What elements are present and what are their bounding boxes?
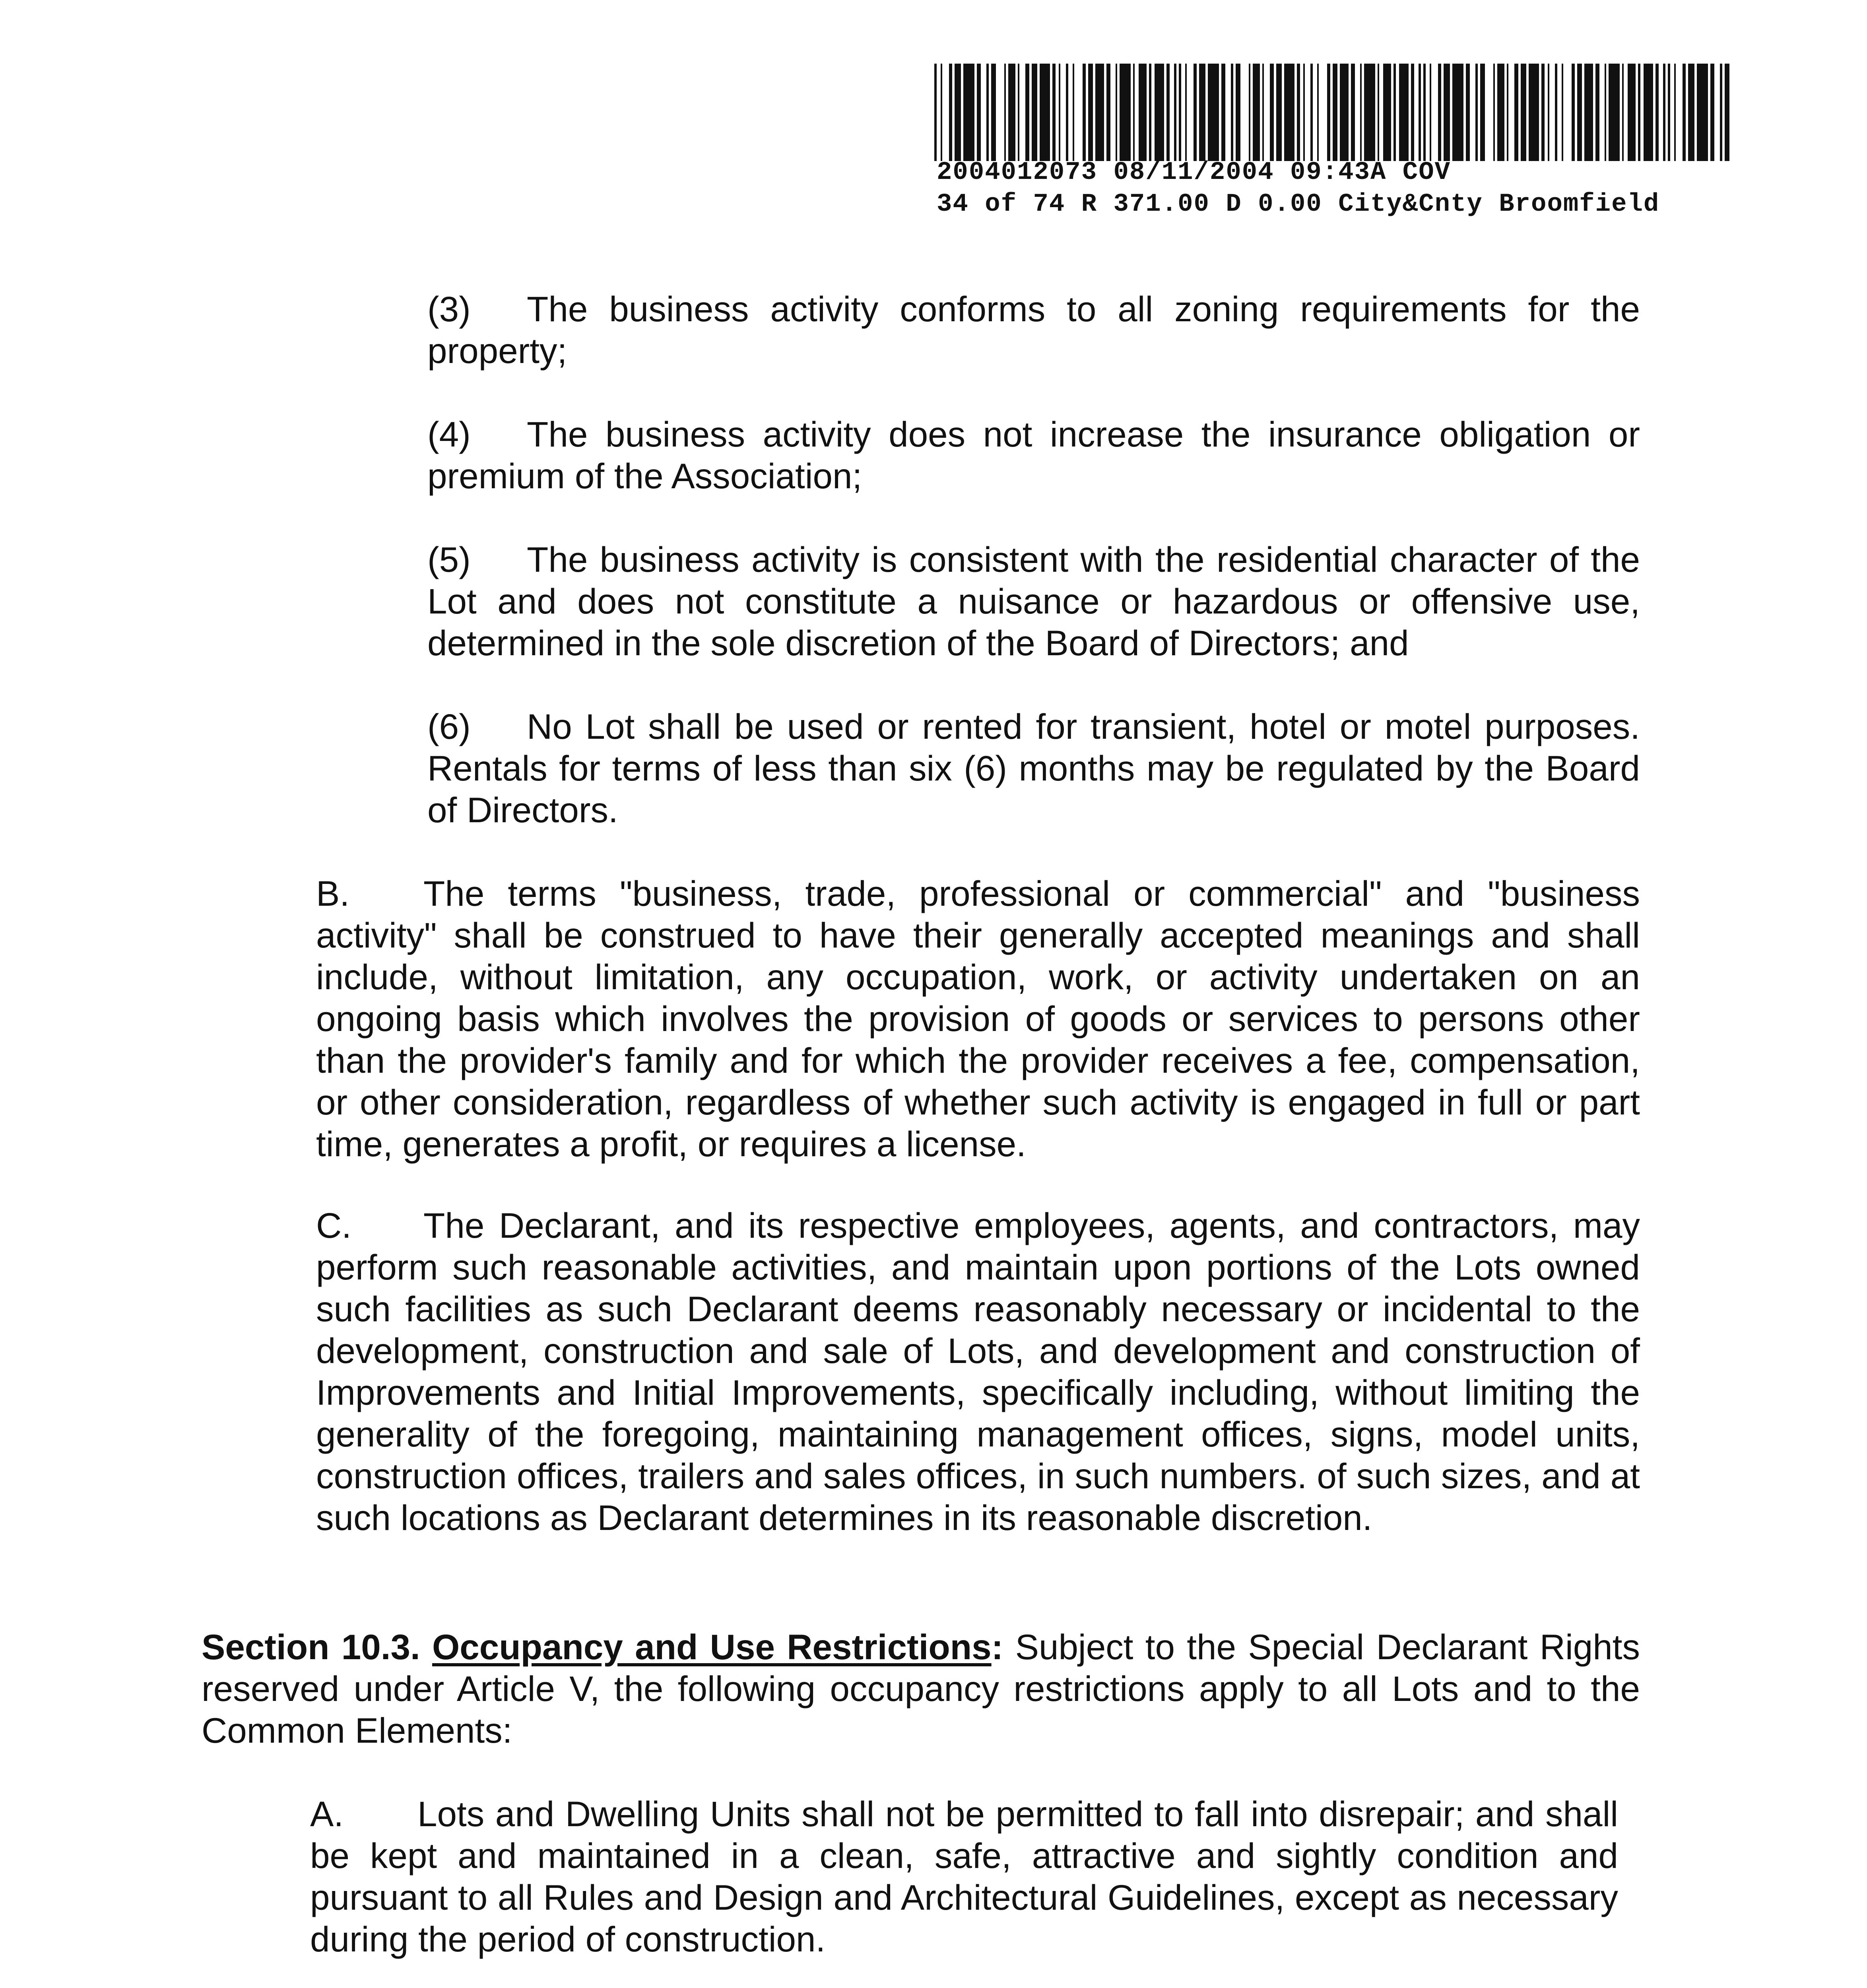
subparagraph-5 xyxy=(427,539,1640,664)
paragraph-text: The terms "business, trade, professional or commercial" and "business activity" shall be construed to have their generally accepted meanings and shall include, without limitation, any occupation, work, or activity undertaken on an ongoing basis which involves the provision of goods or services to persons other than the provider's family and for which the provider receives a fee, compensation, or other consideration, regardless of whether such activity is engaged in full or part time, generates a profit, or requires a license. xyxy=(316,874,1640,1164)
subparagraph-4 xyxy=(427,414,1640,497)
item-text: Lots and Dwelling Units shall not be permitted to fall into disrepair; and shall be kept and maintained in a clean, safe, attractive and sightly condition and pursuant to all Rules and Design and Architectural Guidelines, except as necessary during the period of construction. xyxy=(310,1794,1618,1959)
paragraph-letter: B. xyxy=(316,874,350,913)
recording-barcode xyxy=(934,64,1737,161)
subparagraph-text: The business activity does not increase the insurance obligation or premium of the Association; xyxy=(427,414,1640,496)
paragraph-letter: C. xyxy=(316,1206,351,1245)
section-title-colon: : xyxy=(991,1627,1003,1667)
subparagraph-number: (6) xyxy=(427,707,471,746)
section-10-3-intro xyxy=(202,1626,1640,1751)
section-number: Section 10.3. xyxy=(202,1627,420,1667)
subparagraph-3 xyxy=(427,288,1640,372)
paragraph-c xyxy=(316,1205,1640,1539)
recording-stamp-line-2: 34 of 74 R 371.00 D 0.00 City&Cnty Broomfield xyxy=(937,190,1660,219)
section-title: Occupancy and Use Restrictions xyxy=(432,1627,992,1667)
paragraph-text: The Declarant, and its respective employees, agents, and contractors, may perform such reasonable activities, and maintain upon portions of the Lots owned such facilities as such Declarant deems reasonably necessary or incidental to the development, construction and sale of Lots, and development and construction of Improvements and Initial Improvements, specifically including, without limiting the generality of the foregoing, maintaining management offices, signs, model units, construction offices, trailers and sales offices, in such numbers. of such sizes, and at such locations as Declarant determines in its reasonable discretion. xyxy=(316,1206,1640,1538)
subparagraph-number: (5) xyxy=(427,540,471,579)
subparagraph-6 xyxy=(427,706,1640,831)
subparagraph-text: No Lot shall be used or rented for transient, hotel or motel purposes. Rentals for terms of less than six (6) months may be regulated by the Board of Directors. xyxy=(427,707,1640,830)
subparagraph-number: (4) xyxy=(427,414,471,454)
recording-stamp-line-1: 2004012073 08/11/2004 09:43A COV xyxy=(937,158,1451,187)
subparagraph-number: (3) xyxy=(427,289,471,329)
subparagraph-text: The business activity conforms to all zoning requirements for the property; xyxy=(427,289,1640,371)
item-letter: A. xyxy=(310,1794,344,1834)
subparagraph-text: The business activity is consistent with the residential character of the Lot and does not constitute a nuisance or hazardous or offensive use, determined in the sole discretion of the Board of Directors; and xyxy=(427,540,1640,663)
section-item-a xyxy=(310,1793,1618,1960)
paragraph-b xyxy=(316,873,1640,1165)
section-intro-text: Subject to the Special Declarant Rights reserved under Article V, the following occupancy restrictions apply to all Lots and to the Common Elements: xyxy=(202,1627,1640,1750)
